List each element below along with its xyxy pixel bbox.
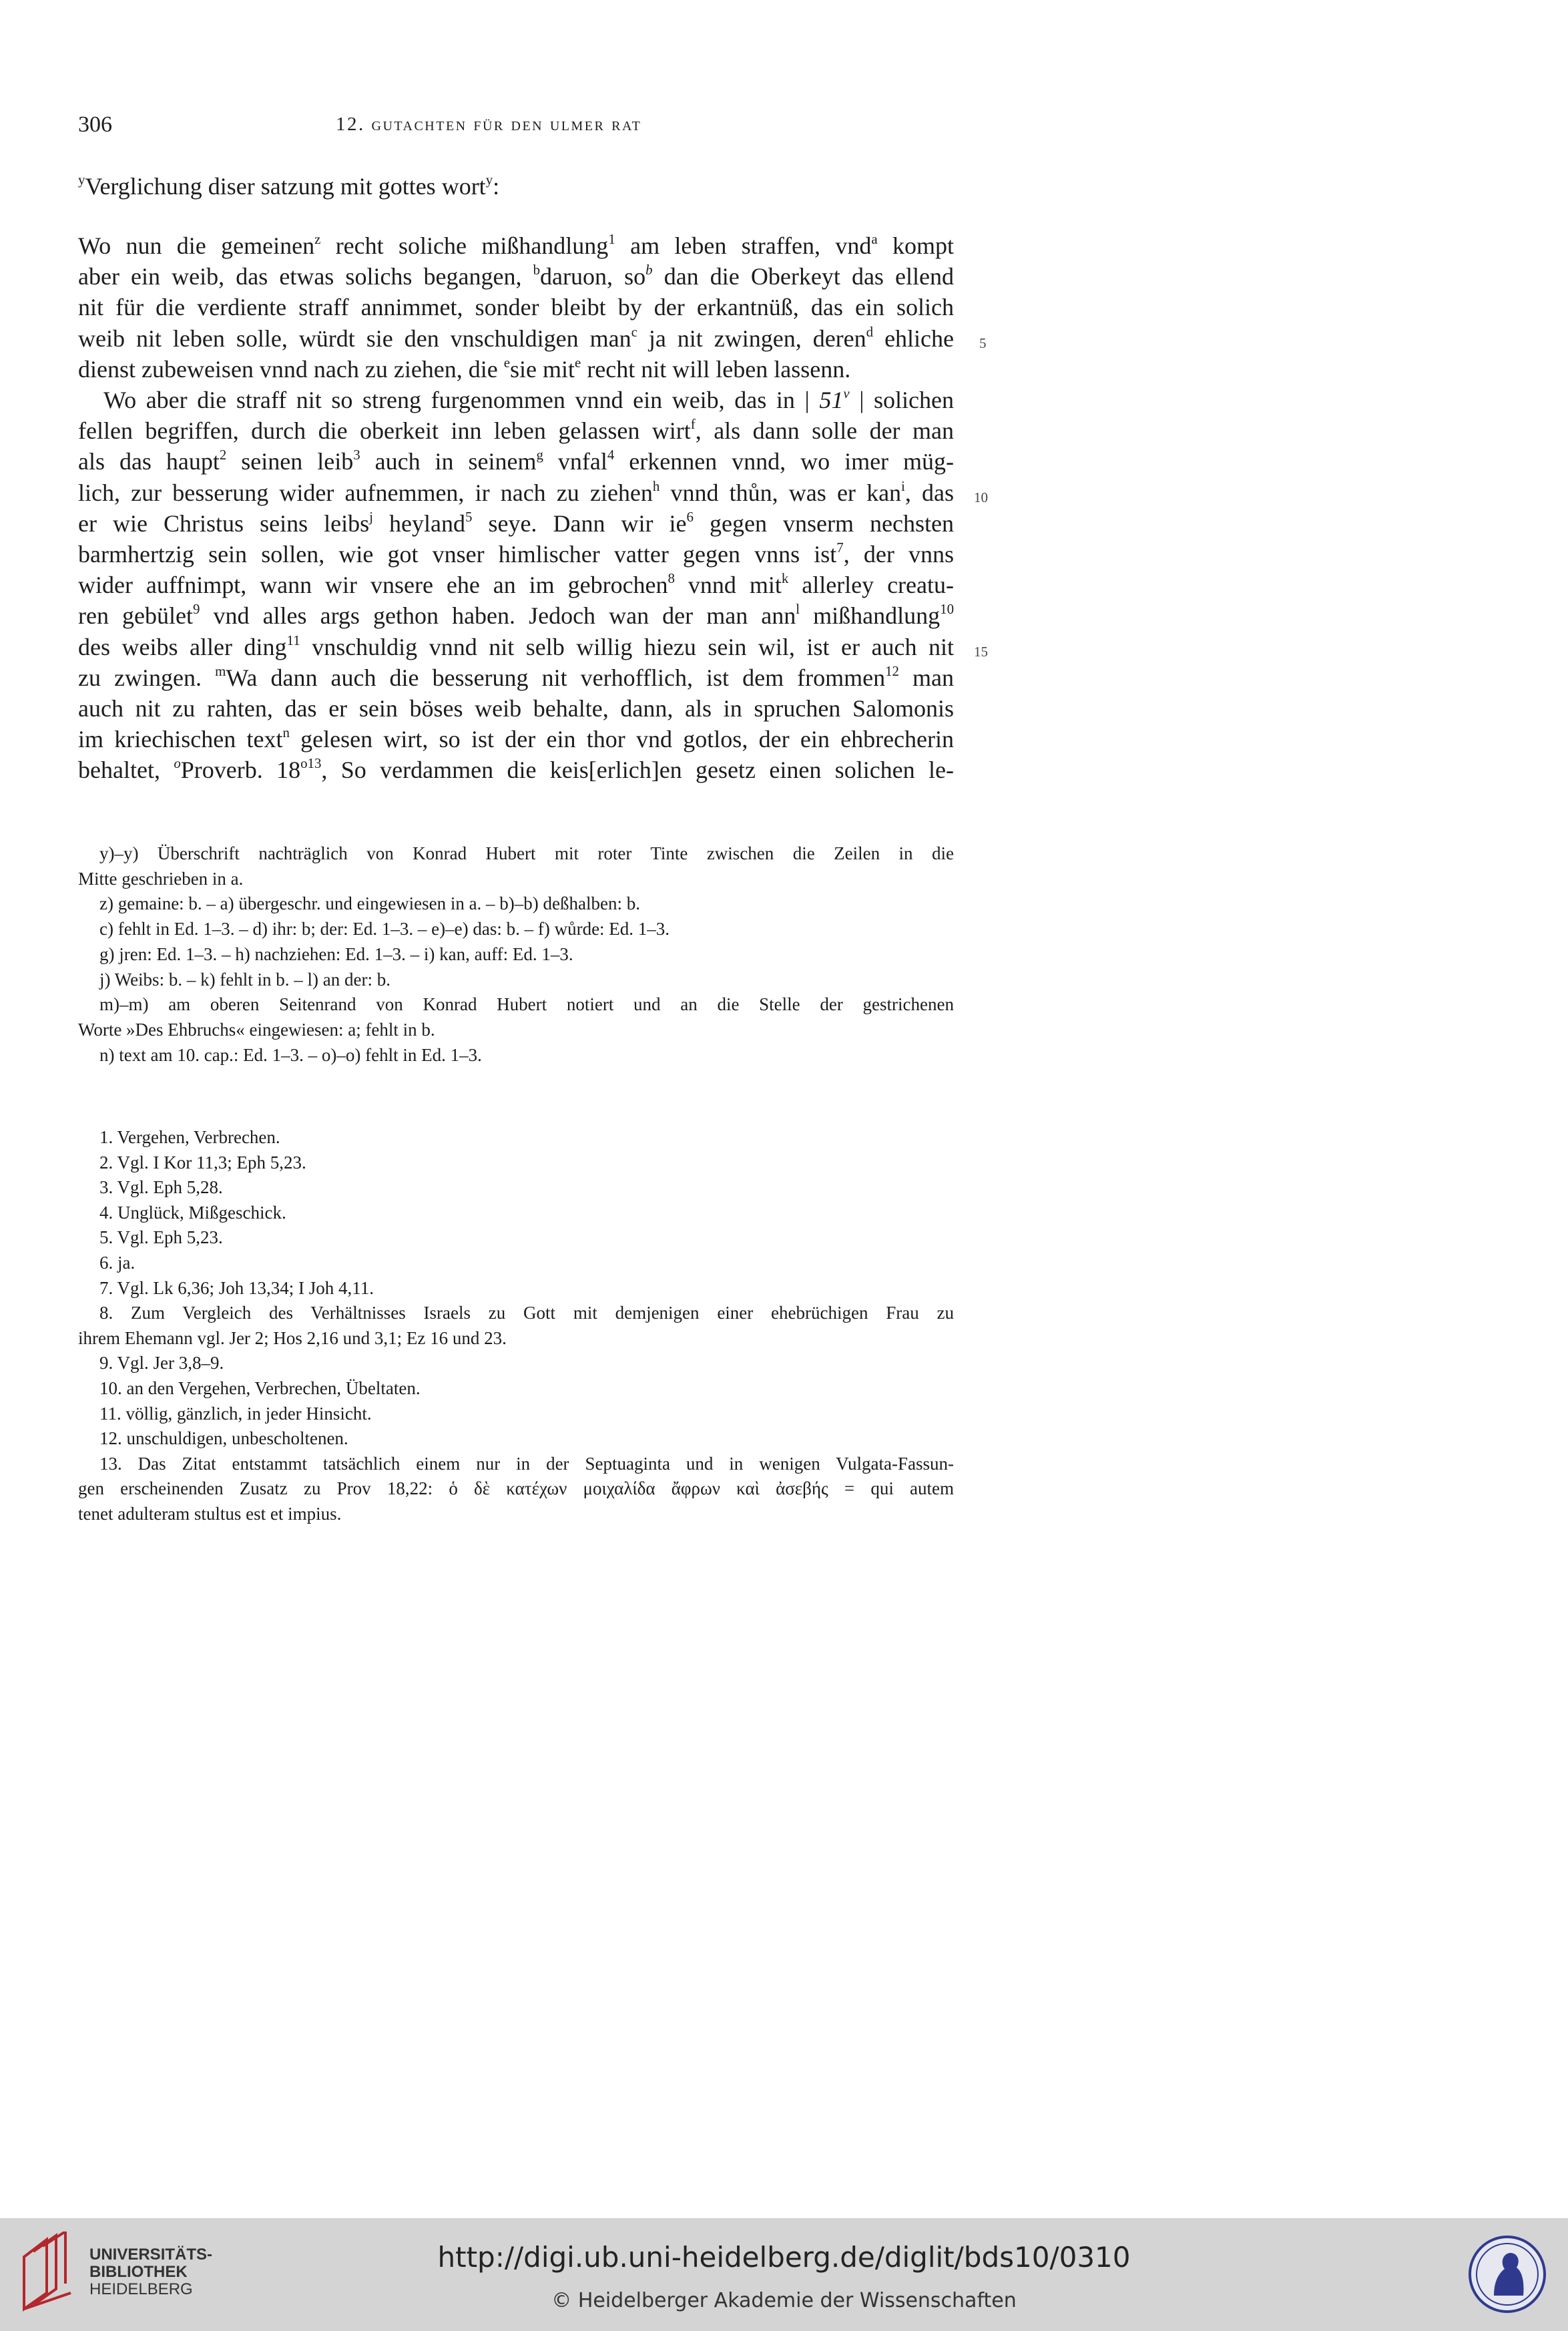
footnote: 2. Vgl. I Kor 11,3; Eph 5,23. [99,1152,306,1173]
apparatus-line: Worte »Des Ehbruchs« eingewiesen: a; fehlt in b. [78,1019,435,1040]
academy-seal-icon [1467,2234,1547,2314]
text-line: wider auffnimpt, wann wir vnsere ehe an im gebrochen$^8$ vnnd mit$^k$ allerley creatu- [78,570,954,599]
footnote-continuation: ihrem Ehemann vgl. Jer 2; Hos 2,16 und 3,1; Ez 16 und 23. [78,1327,507,1348]
text-line: lich, zur besserung wider aufnemmen, ir nach zu ziehen$^h$ vnnd thůn, was er kan$^i$, das [78,477,955,506]
text-line: ren gebület$^9$ vnd alles args gethon haben. Jedoch wan der man ann$^l$ mißhandlung$^{10}$ [78,601,954,630]
library-name-line: HEIDELBERG [89,2280,193,2298]
text-line: zu zwingen. $^m$Wa dann auch die besserung nit verhofflich, ist dem frommen$^{12}$ man [78,662,955,691]
footnote: 13. Das Zitat entstammt tatsächlich einem nur in der Septuaginta und in wenigen Vulgata-Fassun- [99,1453,954,1474]
footnote: 5. Vgl. Eph 5,23. [99,1227,223,1248]
apparatus-line: g) jren: Ed. 1–3. – h) nachziehen: Ed. 1–3. – i) kan, auff: Ed. 1–3. [99,943,573,964]
sigla-mark: y [78,171,85,188]
footnotes [78,1125,954,1527]
text-line: auch nit zu rahten, das er sein böses weib behalte, dann, als in spruchen Salomonis [78,695,954,722]
heading-tail: : [493,173,500,200]
footnote: 12. unschuldigen, unbescholtenen. [99,1428,348,1449]
footnote-continuation: gen erscheinenden Zusatz zu Prov 18,22: ὁ δὲ κατέχων μοιχαλίδα ἄφρων καὶ ἀσεβής = qui autem [78,1478,954,1499]
page-number: 306 [78,112,112,137]
text-line: Wo nun die gemeinen$^z$ recht soliche mißhandlung$^1$ am leben straffen, vnd$^a$ kompt [78,230,955,259]
critical-apparatus [78,841,954,1068]
library-name-line: UNIVERSITÄTS- [89,2246,213,2264]
footer-bar [0,2218,1568,2331]
footnote: 11. völlig, gänzlich, in jeder Hinsicht. [99,1403,372,1424]
footnote: 8. Zum Vergleich des Verhältnisses Israels zu Gott mit demjenigen einer ehebrüchigen Frau zu [99,1303,954,1323]
footnote: 10. an den Vergehen, Verbrechen, Übeltaten. [99,1378,421,1398]
folio-mark: 51 [819,387,844,414]
text-line: fellen begriffen, durch die oberkeit inn leben gelassen wirt$^f$, als dann solle der man [78,416,954,445]
section-heading [78,172,499,200]
apparatus-line: y)–y) Überschrift nachträglich von Konrad Hubert mit roter Tinte zwischen die Zeilen in die [99,843,954,863]
library-name-line: BIBLIOTHEK [89,2263,188,2281]
footnote: 6. ja. [99,1252,136,1273]
text-line: als das haupt$^2$ seinen leib$^3$ auch in seinem$^g$ vnfal$^4$ erkennen vnnd, wo imer müg- [78,447,954,475]
footnote: 4. Unglück, Mißgeschick. [99,1202,286,1223]
text-line: nit für die verdiente straff annimmet, sonder bleibt by der erkantnüß, das ein solich [78,294,954,321]
text-line: im kriechischen text$^n$ gelesen wirt, so ist der ein thor vnd gotlos, der ein ehbrecherin [78,724,954,753]
footnote: 7. Vgl. Lk 6,36; Joh 13,34; I Joh 4,11. [99,1277,374,1298]
text-line: des weibs aller ding$^{11}$ vnschuldig vnnd nit selb willig hiezu sein wil, ist er auch nit [78,632,954,660]
footnote: 3. Vgl. Eph 5,28. [99,1177,223,1198]
line-number: 5 [979,335,987,351]
text-line: weib nit leben solle, würdt sie den vnschuldigen man$^c$ ja nit zwingen, deren$^d$ ehliche [78,323,955,352]
text-line: dienst zubeweisen vnnd nach zu ziehen, die $^e$sie mit$^e$ recht nit will leben lassenn. [78,354,851,383]
text-line: er wie Christus seins leibs$^j$ heyland$^5$ seye. Dann wir $ie^6$ gegen vnserm nechsten [78,508,954,537]
heading-text: Verglichung diser satzung mit gottes wort [85,173,486,200]
apparatus-line: Mitte geschrieben in a. [78,868,244,889]
footnote: 9. Vgl. Jer 3,8–9. [99,1353,224,1373]
apparatus-line: m)–m) am oberen Seitenrand von Konrad Hubert notiert und an die Stelle der gestrichenen [99,994,954,1015]
text-line: aber ein weib, das etwas solichs begangen, $^b$daruon, $so^b$ dan die Oberkeyt das ellend [78,262,955,290]
sigla-mark: y [485,171,493,188]
apparatus-line: c) fehlt in Ed. 1–3. – d) ihr: b; der: Ed. 1–3. – e)–e) das: b. – f) wůrde: Ed. 1–3. [99,919,670,939]
text-line: Wo aber die straff nit so streng furgenommen vnnd ein weib, das in | 51$^v$ | solichen [103,385,954,414]
main-text [78,230,954,786]
text-line: behaltet, $^o$Proverb. $18^{o13}$, So verdammen die keis[erlich]en gesetz einen solichen le- [78,755,954,784]
copyright-notice: © Heidelberger Akademie der Wissenschaften [551,2289,1017,2312]
line-number: 10 [974,489,988,505]
apparatus-line: z) gemaine: b. – a) übergeschr. und eingewiesen in a. – b)–b) deßhalben: b. [99,893,640,914]
running-title: 12. gutachten für den ulmer rat [336,114,642,135]
line-number: 15 [974,644,988,660]
apparatus-line: j) Weibs: b. – k) fehlt in b. – l) an der: b. [99,969,390,990]
permalink-url[interactable]: http://digi.ub.uni-heidelberg.de/diglit/bds10/0310 [437,2241,1131,2274]
text-line: barmhertzig sein sollen, wie got vnser himlischer vatter gegen vnns ist$^7$, der vnns [78,540,954,568]
footnote: 1. Vergehen, Verbrechen. [99,1127,280,1147]
footnote-continuation: tenet adulteram stultus est et impius. [78,1503,342,1524]
apparatus-line: n) text am 10. cap.: Ed. 1–3. – o)–o) fehlt in Ed. 1–3. [99,1044,482,1065]
